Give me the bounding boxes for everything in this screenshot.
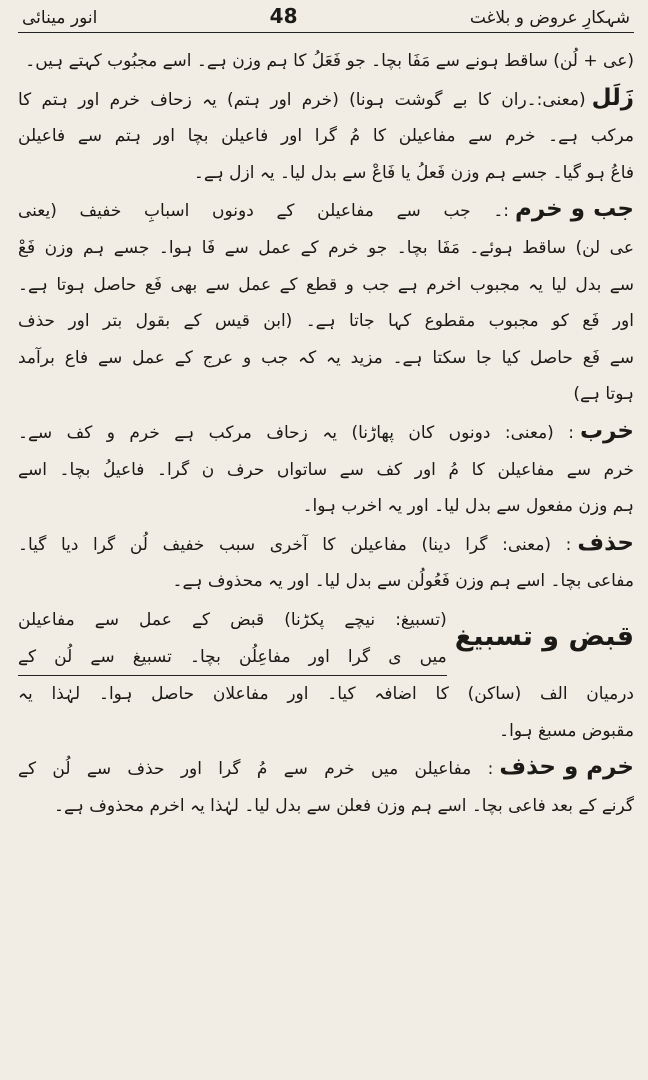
text-line: مرکب ہے۔ خرم سے مفاعیلن کا مُ گرا اور فاعیلن بچا اور ہتم سے فاعیلن: [18, 126, 634, 147]
text-segment: : مفاعیلن میں خرم سے مُ گرا اور حذف سے لُن کے: [18, 759, 494, 780]
term-heading: حذف: [577, 529, 634, 556]
boxed-text: [18, 602, 447, 676]
term-heading: قبض و تسبیغ: [454, 620, 634, 652]
text-line: درمیان الف (ساکن) کا اضافہ کیا۔ اور مفاعلان حاصل ہوا۔ لہٰذا یہ: [18, 684, 634, 705]
term-heading: خرب: [580, 417, 634, 444]
text-segment: (معنی:۔ران کا بے گوشت ہونا) (خرم اور ہتم) یہ زحاف خرم اور ہتم کا: [18, 89, 586, 110]
text-line: [18, 191, 634, 230]
term-heading: جب و خرم: [515, 196, 634, 223]
text-line: ہم وزن مفعول سے بدل لیا۔ اور یہ اخرب ہوا۔: [302, 496, 634, 517]
text-line: [18, 749, 634, 788]
text-line: فاعُ ہو گیا۔ جسے ہم وزن فَعلُ یا فَاعْ سے بدل لیا۔ یہ ازل ہے۔: [193, 162, 634, 183]
text-line: میں ی گرا اور مفاعِلُن بچا۔ تسبیغ سے لُن کے: [18, 639, 447, 677]
text-line: (تسبیغ: نیچے پکڑنا) قبض کے عمل سے مفاعیلن: [18, 609, 447, 630]
boxed-section: [18, 602, 634, 676]
text-line: عی لن) ساقط ہوئے۔ مَفَا بچا۔ جو خرم کے عمل سے فَا ہوا۔ جسے ہم وزن فَعْ: [18, 237, 634, 258]
text-line: سے فَع حاصل کیا جا سکتا ہے۔ مزید یہ کہ جب و عرج کے عمل سے فاع برآمد: [18, 347, 634, 368]
book-title: شہکارِ عروض و بلاغت: [469, 8, 630, 28]
text-line: سے بدل لیا یہ مجبوب اخرم ہے جب و قطع کے عمل سے بھی فَع حاصل ہوتا ہے۔: [18, 274, 634, 295]
text-line: خرم سے مفاعیلن کا مُ اور کف سے ساتواں حرف ن گرا۔ فاعیلُ بچا۔ اسے: [18, 459, 634, 480]
text-line: [18, 413, 634, 452]
text-line: [18, 80, 634, 119]
text-segment: : (معنی: گرا دینا) مفاعیلن کا آخری سبب خفیف لُن گرا دیا گیا۔: [18, 534, 572, 555]
page-body: [18, 43, 634, 824]
page-number: 48: [269, 4, 298, 28]
text-line: اور فَع کو مجبوب مقطوع کہا جاتا ہے۔ (ابن قیس کے بقول بتر اور حذف: [18, 311, 634, 332]
text-line: گرنے کے بعد فاعی بچا۔ اسے ہم وزن فعلن سے بدل لیا۔ لہٰذا یہ اخرم محذوف ہے۔: [53, 795, 634, 816]
text-line: مقبوض مسبغ ہوا۔: [499, 720, 634, 741]
text-line: [18, 525, 634, 564]
text-line: مفاعی بچا۔ اسے ہم وزن فَعُولُن سے بدل لیا۔ اور یہ محذوف ہے۔: [172, 571, 634, 592]
term-heading: خرم و حذف: [499, 754, 634, 781]
author-name: انور مینائی: [22, 8, 98, 28]
term-heading: زَلَل: [591, 84, 634, 111]
text-segment: :۔ جب سے مفاعیلن کے دونوں اسبابِ خفیف (یعنی: [18, 201, 510, 222]
text-line: ہوتا ہے): [573, 384, 634, 405]
text-segment: : (معنی: دونوں کان پھاڑنا) یہ زحاف مرکب ہے خرم و کف سے۔: [18, 422, 574, 443]
running-header: [18, 4, 634, 33]
text-line: (عی + لُن) ساقط ہونے سے مَفَا بچا۔ جو فَعَلُ کا ہم وزن ہے۔ اسے مجبُوب کہتے ہیں۔: [25, 51, 634, 71]
